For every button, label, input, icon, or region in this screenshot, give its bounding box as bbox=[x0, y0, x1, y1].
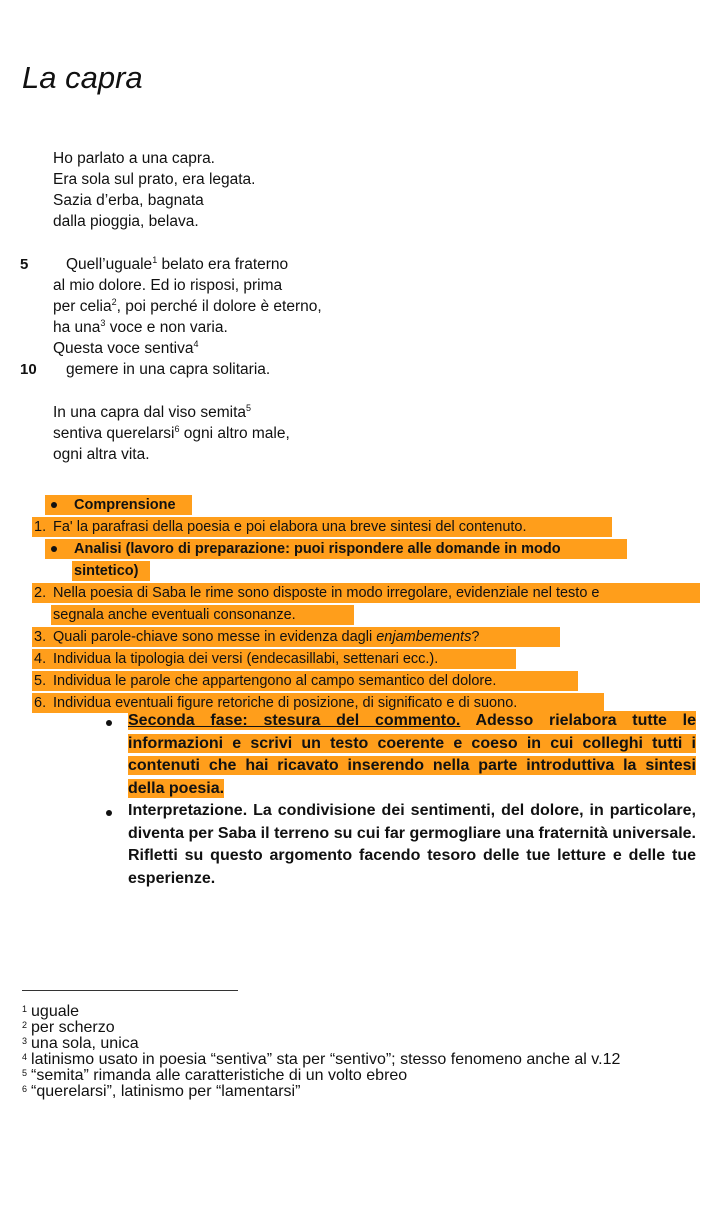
poem bbox=[0, 148, 720, 465]
bullet-icon bbox=[106, 810, 112, 816]
poem-line: dalla pioggia, belava. bbox=[53, 213, 199, 230]
poem-line: al mio dolore. Ed io risposi, prima bbox=[53, 277, 283, 294]
poem-line: Era sola sul prato, era legata. bbox=[53, 171, 256, 188]
bullet-icon bbox=[106, 720, 112, 726]
footnote: $^1$ uguale bbox=[22, 1003, 80, 1020]
poem-line: Sazia d’erba, bagnata bbox=[53, 192, 204, 209]
task-item: 1. Fa' la parafrasi della poesia e poi elabora una breve sintesi del contenuto. bbox=[0, 516, 720, 538]
footnote: $^3$ una sola, unica bbox=[22, 1035, 139, 1052]
task-item: 4. Individua la tipologia dei versi (endecasillabi, settenari ecc.). bbox=[0, 648, 720, 670]
footnote-ref: 3 bbox=[100, 318, 106, 328]
page-title: La capra bbox=[22, 60, 143, 95]
footnote-ref: 5 bbox=[246, 403, 252, 413]
footnote: $^5$ “semita” rimanda alle caratteristiche di un volto ebreo bbox=[22, 1067, 408, 1084]
line-number: 5 bbox=[20, 256, 29, 273]
task-item: 5. Individua le parole che appartengono al campo semantico del dolore. bbox=[0, 670, 720, 692]
section-seconda-fase: Seconda fase: stesura del commento. Adesso rielabora tutte le informazioni e scrivi un testo coerente e coeso in cui colleghi tutti i contenuti che hai ricavato inserendo nella parte introduttiva la sintesi della poesia. bbox=[128, 712, 696, 797]
task-item: 6. Individua eventuali figure retoriche di posizione, di significato e di suono. bbox=[0, 692, 720, 714]
task-item: 3. Quali parole-chiave sono messe in evidenza dagli enjambements? bbox=[0, 626, 720, 648]
poem-line: In una capra dal viso semita$^5$ bbox=[53, 403, 252, 421]
bullet-icon bbox=[51, 546, 57, 552]
footnote: $^6$ “querelarsi”, latinismo per “lamentarsi” bbox=[22, 1083, 301, 1100]
footnote-ref: 6 bbox=[174, 424, 180, 434]
section-comprensione: Comprensione bbox=[0, 494, 720, 516]
poem-line: per celia$^2$, poi perché il dolore è eterno, bbox=[53, 297, 322, 315]
bullet-icon bbox=[51, 502, 57, 508]
poem-line: Ho parlato a una capra. bbox=[53, 150, 215, 167]
footnote-divider bbox=[22, 990, 238, 991]
poem-line: 5 Quell’uguale$^1$ belato era fraterno bbox=[20, 255, 289, 273]
poem-line: ogni altra vita. bbox=[53, 446, 150, 463]
section-analisi: Analisi (lavoro di preparazione: puoi rispondere alle domande in modo bbox=[0, 538, 720, 560]
footnote-ref: 1 bbox=[152, 255, 158, 265]
footnote: $^2$ per scherzo bbox=[22, 1019, 115, 1036]
line-number: 10 bbox=[20, 361, 37, 378]
poem-line: Questa voce sentiva$^4$ bbox=[53, 339, 199, 357]
section-interpretazione: Interpretazione. La condivisione dei sentimenti, del dolore, in particolare, diventa per Saba il terreno su cui far germogliare una fraternità universale. Rifletti su questo argomento facendo tesoro delle tue letture e delle tue esperienze. bbox=[128, 802, 696, 887]
footnote-ref: 4 bbox=[193, 339, 199, 349]
exercise-list: Comprensione 1. Fa' la parafrasi della poesia e poi elabora una breve sintesi del contenuto. Analisi (lavoro di preparazione: puoi rispondere alle domande in modo sintetico) 2. Nella poesia di Saba le rime sono disposte in modo irregolare, evidenziale nel testo e segnala anche eventuali consonanze. 3. Quali parole-chiave sono messe in evidenza dagli enjambements? 4. Individua la tipologia dei versi (endecasillabi, settenari ecc.). 5. Individua le parole che appartengono al campo semantico del dolore. 6. Individua eventuali figure retoriche di posizione, di significato e di suono. bbox=[0, 494, 720, 714]
poem-line: sentiva querelarsi$^6$ ogni altro male, bbox=[53, 424, 290, 442]
poem-line: ha una$^3$ voce e non varia. bbox=[53, 318, 228, 336]
task-item: 2. Nella poesia di Saba le rime sono disposte in modo irregolare, evidenziale nel testo e bbox=[0, 582, 720, 604]
footnote-ref: 2 bbox=[111, 297, 117, 307]
footnote: $^4$ latinismo usato in poesia “sentiva” sta per “sentivo”; stesso fenomeno anche al v.12 bbox=[22, 1051, 621, 1068]
poem-line: 10 gemere in una capra solitaria. bbox=[20, 361, 271, 378]
